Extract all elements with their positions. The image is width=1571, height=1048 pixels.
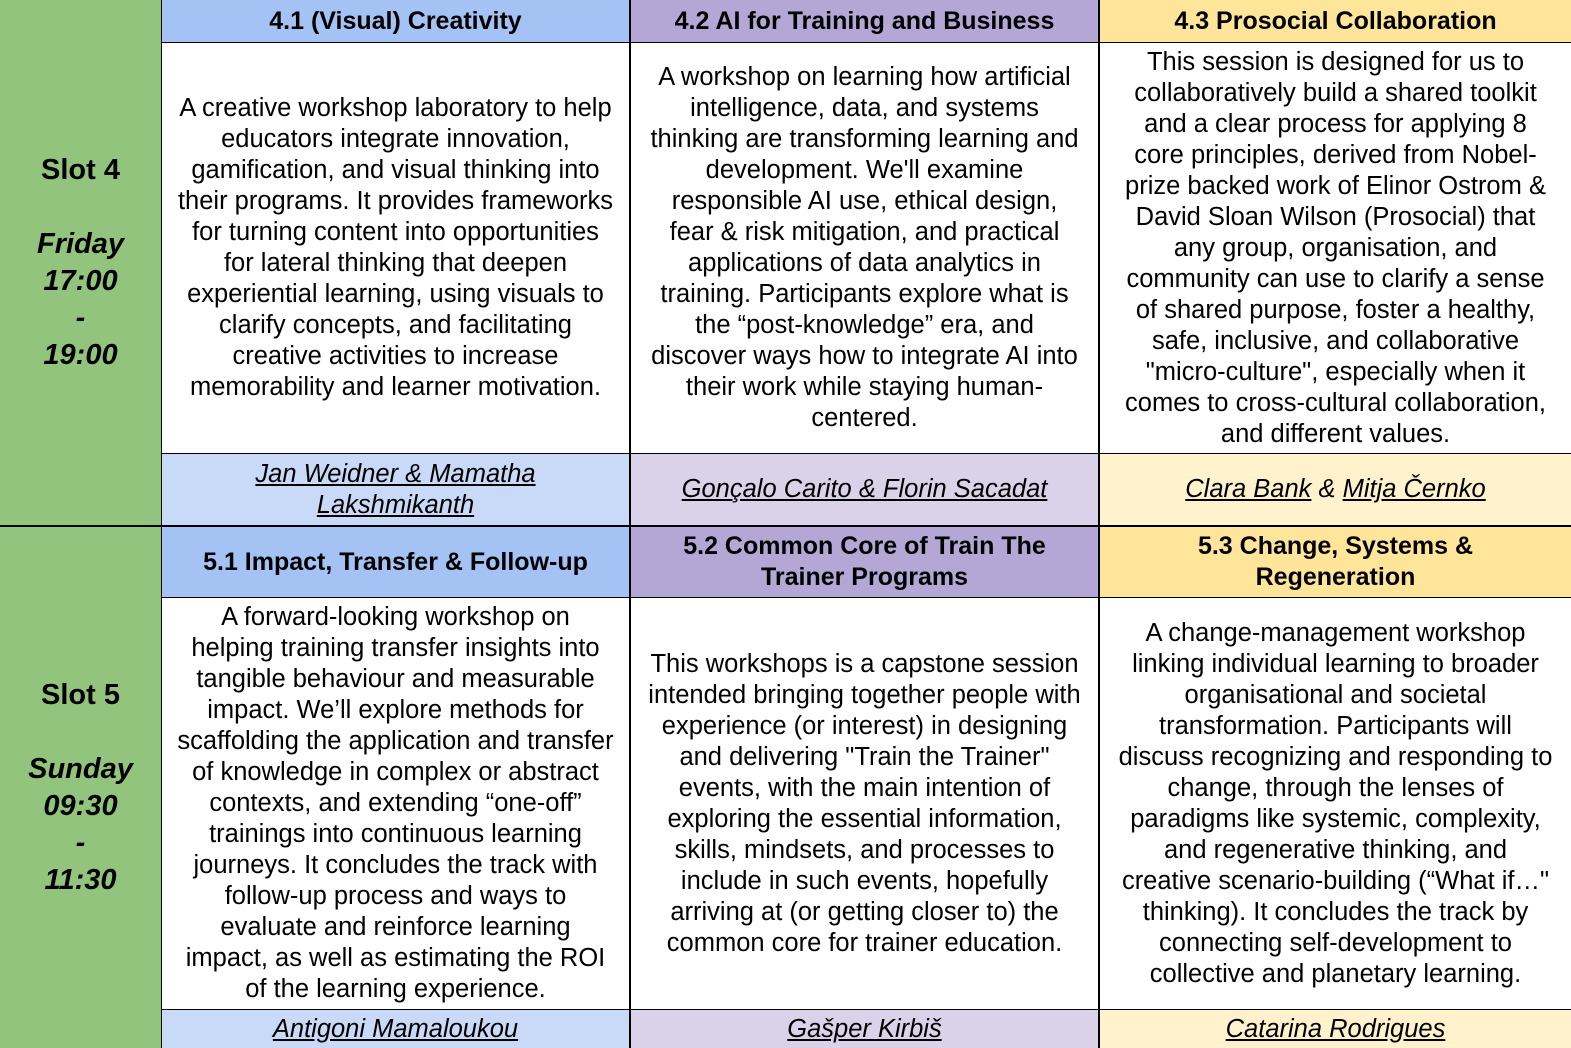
- session-4-3-title: 4.3 Prosocial Collaboration: [1100, 0, 1571, 42]
- grid-line: [162, 597, 1571, 598]
- session-4-2-title: 4.2 AI for Training and Business: [631, 0, 1098, 42]
- session-4-2-description: A workshop on learning how artificial intelligence, data, and systems thinking are transforming learning and development. We'll examine responsible AI use, ethical design, fear & risk mitigation, and practical applications of data analytics in training. Participants explore what is the “post-knowledge” era, and discover ways how to integrate AI into their work while staying human- centered.: [631, 43, 1098, 453]
- slot-5-header: [0, 527, 161, 1048]
- session-5-2-title: 5.2 Common Core of Train The Trainer Programs: [631, 527, 1098, 597]
- session-4-1-authors-link[interactable]: Jan Weidner & Mamatha Lakshmikanth: [162, 454, 629, 525]
- grid-line: [161, 0, 162, 1048]
- session-5-3-authors-link[interactable]: Catarina Rodrigues: [1100, 1010, 1571, 1048]
- grid-line: [0, 525, 1571, 527]
- slot-4-start: 17:00: [43, 264, 118, 297]
- session-4-2-authors-link[interactable]: Gonçalo Carito & Florin Sacadat: [631, 454, 1098, 525]
- slot-5-start: 09:30: [43, 789, 118, 822]
- grid-line: [162, 453, 1571, 454]
- grid-line: [162, 42, 1571, 43]
- slot-4-day: Friday: [36, 227, 125, 260]
- slot-5-label: Slot 5: [41, 678, 120, 711]
- slot-4-end: 19:00: [43, 338, 118, 371]
- session-5-2-authors-link[interactable]: Gašper Kirbiš: [631, 1010, 1098, 1048]
- session-5-1-description: A forward-looking workshop on helping training transfer insights into tangible behaviour and measurable impact. We’ll explore methods for scaffolding the application and transfer of knowledge in complex or abstract contexts, and extending “one-off” trainings into continuous learning journeys. It concludes the track with follow-up process and ways to evaluate and reinforce learning impact, as well as estimating the ROI of the learning experience.: [162, 598, 629, 1009]
- slot-5-end: 11:30: [44, 863, 117, 896]
- session-5-3-description: A change-management workshop linking individual learning to broader organisational and societal transformation. Participants will discuss recognizing and responding to change, through the lenses of paradigms like systemic, complexity, and regenerative thinking, and creative scenario-building (“What if…" thinking). It concludes the track by connecting self-development to collective and planetary learning.: [1100, 598, 1571, 1009]
- slot-5-dash: -: [75, 826, 86, 859]
- session-5-3-title: 5.3 Change, Systems & Regeneration: [1100, 527, 1571, 597]
- grid-line: [162, 1009, 1571, 1010]
- slot-5-day: Sunday: [28, 752, 133, 785]
- slot-4-dash: -: [75, 301, 86, 334]
- session-4-3-authors: Clara Bank & Mitja Černko: [1100, 454, 1571, 525]
- author-link-mitja-cernko[interactable]: Mitja Černko: [1342, 475, 1486, 503]
- grid-line: [629, 0, 631, 1048]
- slot-4-header: [0, 0, 161, 525]
- session-4-1-description: A creative workshop laboratory to help educators integrate innovation, gamification, and visual thinking into their programs. It provides frameworks for turning content into opportunities for lateral thinking that deepen experiential learning, using visuals to clarify concepts, and facilitating creative activities to increase memorability and learner motivation.: [162, 43, 629, 453]
- session-4-1-title: 4.1 (Visual) Creativity: [162, 0, 629, 42]
- slot-4-label: Slot 4: [41, 153, 120, 186]
- grid-line: [1098, 0, 1100, 1048]
- session-4-3-description: This session is designed for us to collaboratively build a shared toolkit and a clear process for applying 8 core principles, derived from Nobel- prize backed work of Elinor Ostrom & David Sloan Wilson (Prosocial) that any group, organisation, and community can use to clarify a sense of shared purpose, foster a healthy, safe, inclusive, and collaborative "micro-culture", especially when it comes to cross-cultural collaboration, and different values.: [1100, 43, 1571, 453]
- author-link-clara-bank[interactable]: Clara Bank: [1185, 475, 1312, 503]
- session-5-1-title: 5.1 Impact, Transfer & Follow-up: [162, 527, 629, 597]
- session-5-2-description: This workshops is a capstone session intended bringing together people with experience (or interest) in designing and delivering "Train the Trainer" events, with the main intention of exploring the essential information, skills, mindsets, and processes to include in such events, hopefully arriving at (or getting closer to) the common core for trainer education.: [631, 598, 1098, 1009]
- session-5-1-authors-link[interactable]: Antigoni Mamaloukou: [162, 1010, 629, 1048]
